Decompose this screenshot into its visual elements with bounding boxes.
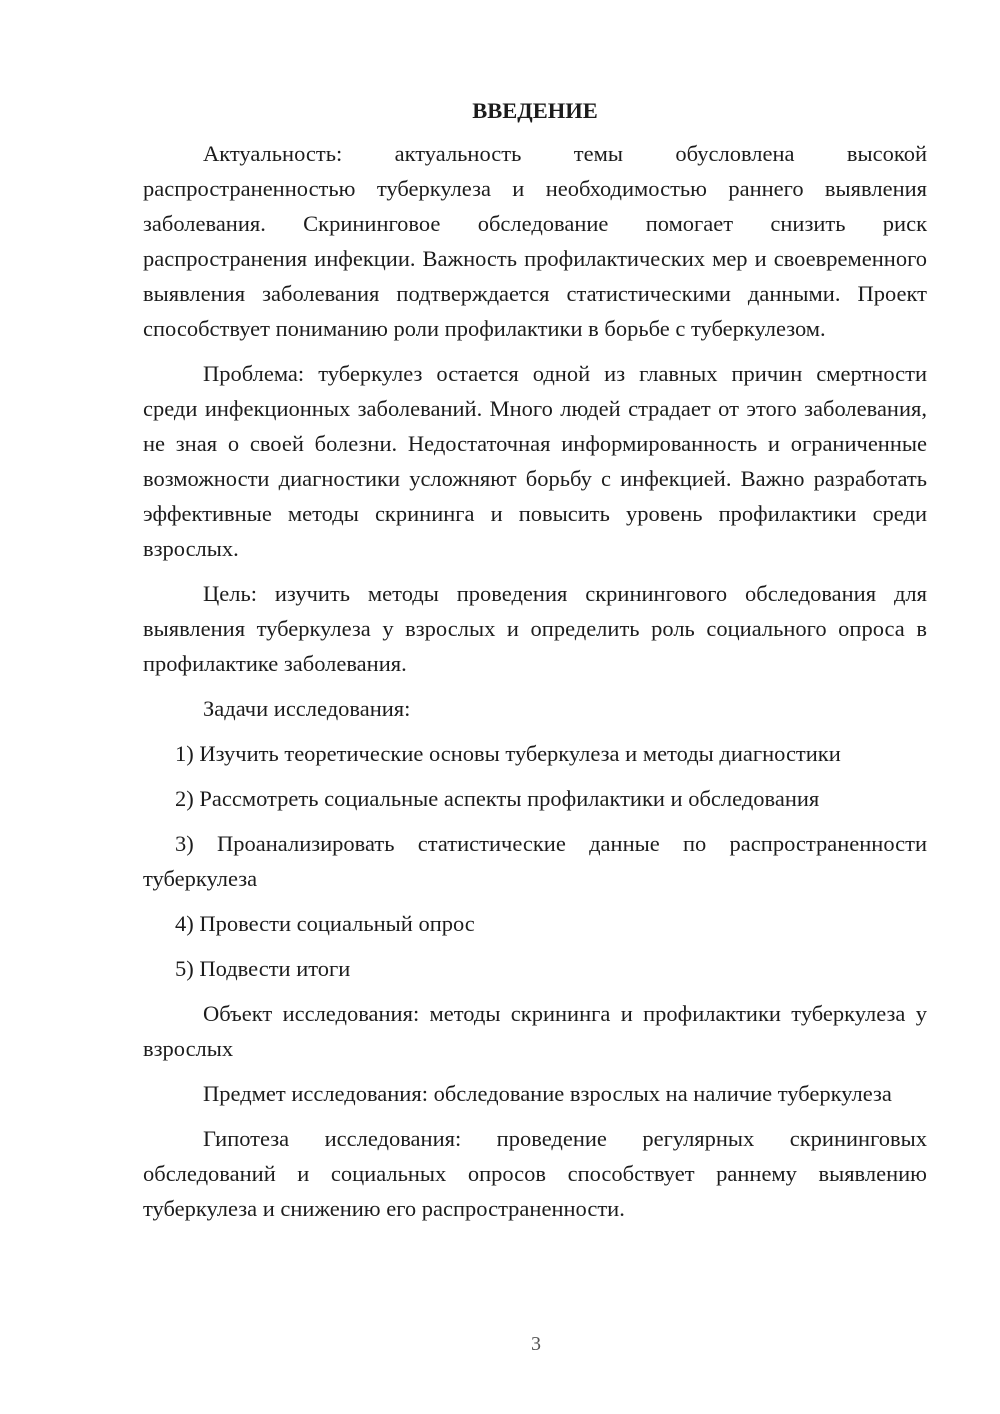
list-item: 1) Изучить теоретические основы туберкулеза и методы диагностики xyxy=(175,741,841,766)
object-paragraph: Объект исследования: методы скрининга и профилактики туберкулеза у взрослых xyxy=(143,1001,927,1061)
tasks-heading: Задачи исследования: xyxy=(203,696,411,721)
document-page xyxy=(143,96,927,1236)
problem-paragraph: Проблема: туберкулез остается одной из главных причин смертности среди инфекционных заболеваний. Много людей страдает от этого заболевания, не зная о своей болезни. Недостаточная информированность и ограниченные возможности диагностики усложняют борьбу с инфекцией. Важно разработать эффективные методы скрининга и повысить уровень профилактики среди взрослых. xyxy=(143,361,927,561)
goal-paragraph: Цель: изучить методы проведения скринингового обследования для выявления туберкулеза у взрослых и определить роль социального опроса в профилактике заболевания. xyxy=(143,581,927,676)
list-item: 2) Рассмотреть социальные аспекты профилактики и обследования xyxy=(175,786,820,811)
page-title: ВВЕДЕНИЕ xyxy=(472,98,598,123)
list-item: 3) Проанализировать статистические данные по распространенности туберкулеза xyxy=(143,831,927,891)
page-number: 3 xyxy=(531,1333,541,1355)
hypothesis-paragraph: Гипотеза исследования: проведение регулярных скрининговых обследований и социальных опросов способствует раннему выявлению туберкулеза и снижению его распространенности. xyxy=(143,1126,927,1221)
tasks-list xyxy=(143,736,927,986)
list-item: 4) Провести социальный опрос xyxy=(175,911,475,936)
subject-paragraph: Предмет исследования: обследование взрослых на наличие туберкулеза xyxy=(203,1081,892,1106)
list-item: 5) Подвести итоги xyxy=(175,956,351,981)
relevance-paragraph: Актуальность: актуальность темы обусловлена высокой распространенностью туберкулеза и необходимостью раннего выявления заболевания. Скрининговое обследование помогает снизить риск распространения инфекции. Важность профилактических мер и своевременного выявления заболевания подтверждается статистическими данными. Проект способствует пониманию роли профилактики в борьбе с туберкулезом. xyxy=(143,141,927,341)
